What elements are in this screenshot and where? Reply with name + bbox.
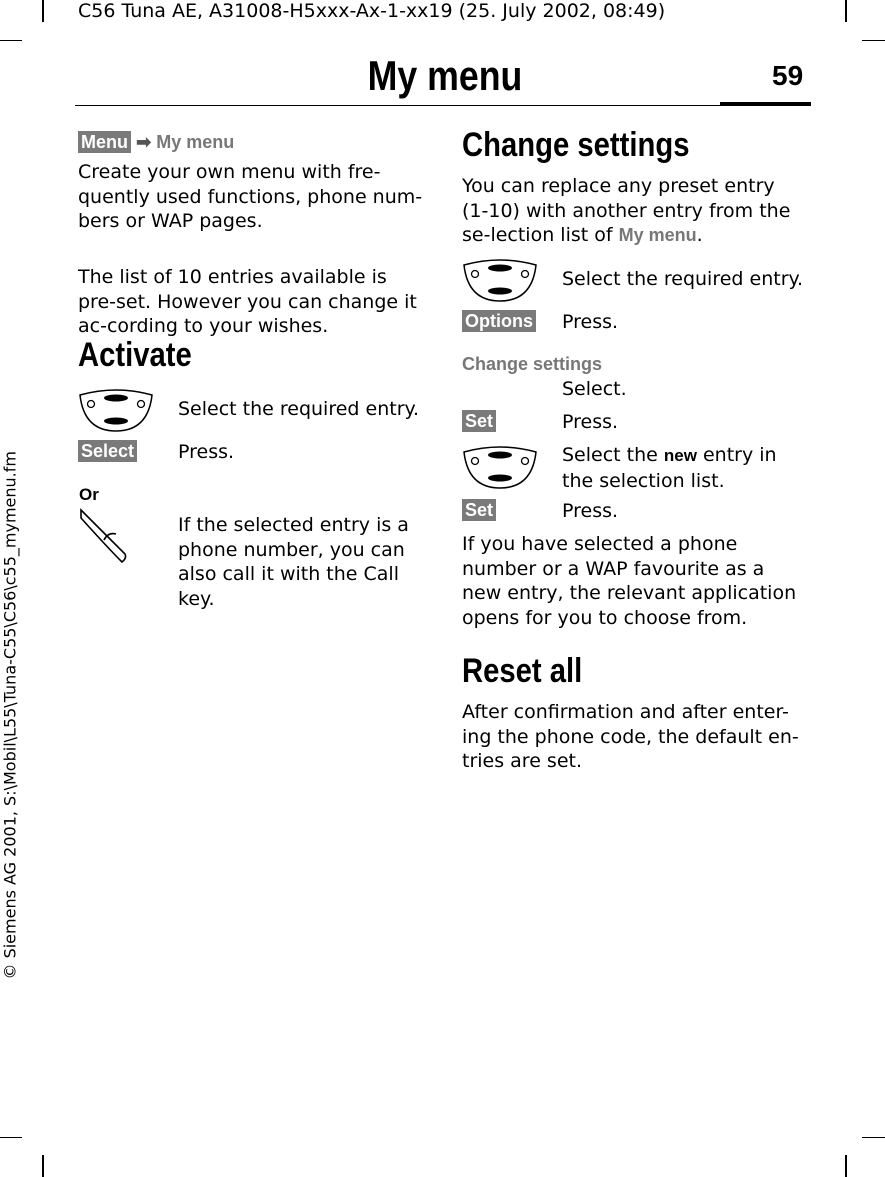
select-new-pre: Select the [562, 444, 664, 466]
arrow-icon: ➡ [136, 132, 152, 152]
menu-path-target: My menu [156, 132, 235, 152]
page-title: My menu [367, 52, 523, 99]
document-header: C56 Tuna AE, A31008-H5xxx-Ax-1-xx19 (25. July 2002, 08:49) [78, 0, 666, 22]
step-select-new-entry [562, 443, 812, 493]
navigation-key-icon [462, 257, 538, 303]
crop-mark [845, 1155, 847, 1177]
crop-mark [0, 1137, 22, 1138]
step-call-key: If the selected entry is a phone number, you can also call it with the Call key. [178, 514, 409, 610]
set-key-wrapper [462, 410, 496, 432]
select-key: Select [78, 440, 137, 462]
page-number-rule [720, 102, 811, 106]
menu-path [78, 131, 234, 153]
change-intro-end: . [696, 224, 703, 246]
set-key: Set [462, 410, 496, 432]
title-rule [75, 105, 720, 106]
crop-mark [845, 0, 847, 22]
change-intro [462, 174, 807, 248]
my-menu-ref: My menu [618, 225, 697, 245]
change-intro-text: You can replace any preset entry (1-10) with another entry from the se-lection list of [462, 175, 791, 246]
intro-paragraph: Create your own menu with fre-quently used functions, phone num-bers or WAP pages. [78, 161, 423, 232]
or-label: Or [79, 485, 99, 504]
side-copyright-note: © Siemens AG 2001, S:\Mobil\L55\Tuna-C55\C56\c55_mymenu.fm [0, 451, 20, 980]
navigation-key-icon [462, 444, 538, 490]
select-key-wrapper [78, 440, 137, 462]
page-number: 59 [772, 60, 804, 91]
crop-mark [42, 1155, 44, 1177]
options-key: Options [462, 310, 536, 332]
set-key-2: Set [462, 499, 496, 521]
step-select-entry: Select the required entry. [178, 398, 420, 420]
select-new-post: entry in the selection list. [562, 444, 777, 492]
step-press: Press. [178, 441, 235, 463]
step-select-required-entry: Select the required entry. [562, 268, 804, 290]
navigation-key-icon [78, 387, 154, 433]
reset-all-text: After confirmation and after enter-ing the phone code, the default en-tries are set. [462, 701, 799, 772]
crop-mark [42, 0, 44, 22]
activate-heading: Activate [78, 336, 192, 374]
change-settings-label: Change settings [462, 354, 603, 374]
options-key-wrapper [462, 310, 536, 332]
set-key-wrapper-2 [462, 499, 496, 521]
menu-key: Menu [78, 131, 131, 153]
application-note: If you have selected a phone number or a WAP favourite as a new entry, the relevant application opens for you to choose from. [462, 533, 797, 629]
step-set-press-2: Press. [562, 500, 619, 522]
step-options-press: Press. [562, 311, 619, 333]
new-keyword: new [663, 446, 697, 465]
step-set-press: Press. [562, 411, 619, 433]
step-select: Select. [562, 378, 627, 400]
preset-paragraph: The list of 10 entries available is pre-set. However you can change it ac-cording to your wishes. [78, 266, 417, 337]
crop-mark [862, 1137, 885, 1138]
crop-mark [0, 40, 22, 41]
crop-mark [862, 40, 885, 41]
change-settings-heading: Change settings [462, 126, 690, 164]
call-key-icon [78, 508, 128, 564]
reset-all-heading: Reset all [462, 652, 583, 690]
